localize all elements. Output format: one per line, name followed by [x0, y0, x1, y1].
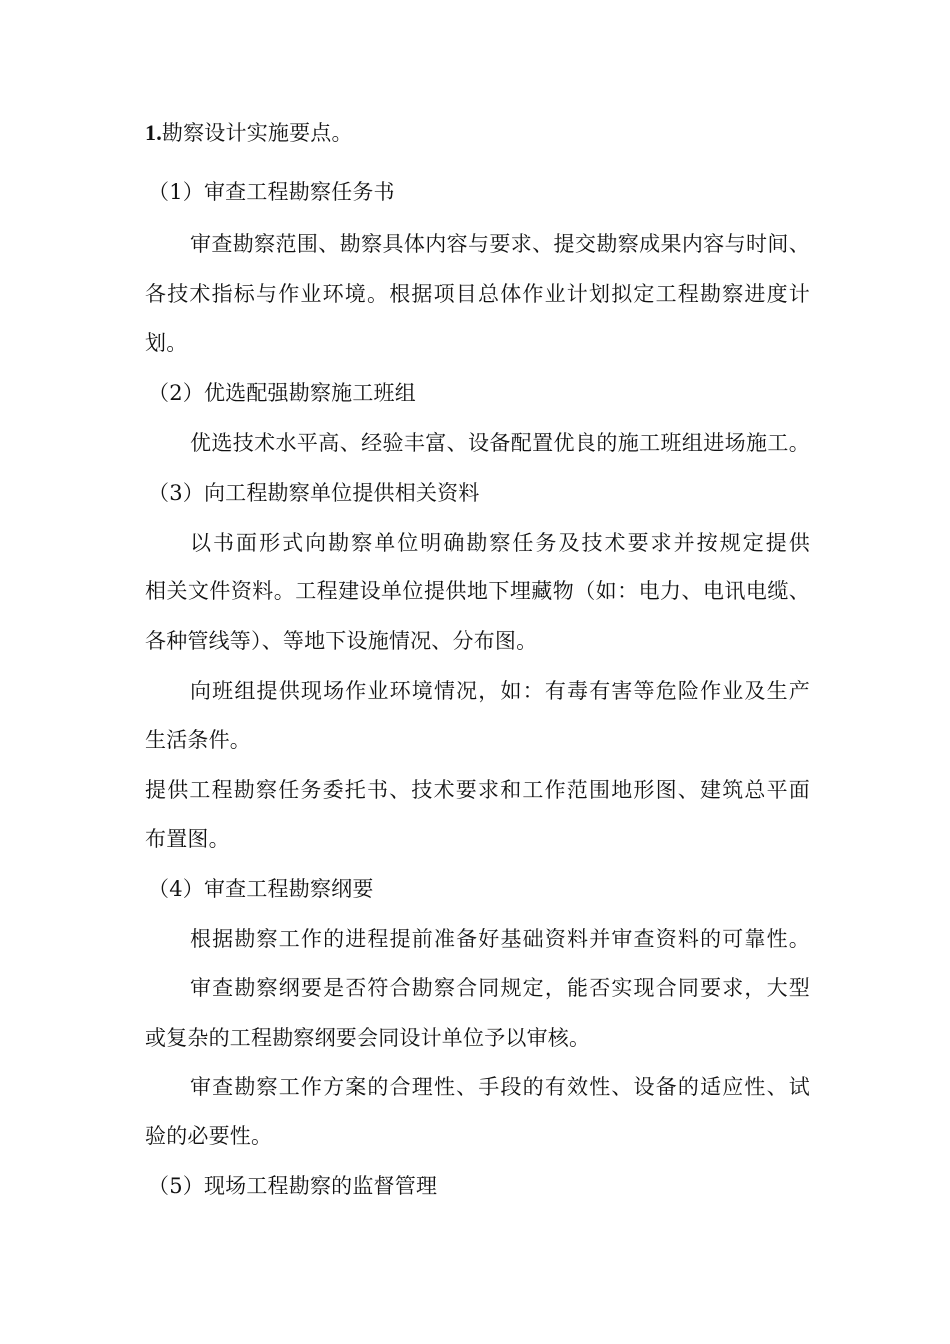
subheading-4: （4）审查工程勘察纲要 [148, 877, 374, 901]
paragraph-line: 优选技术水平高、经验丰富、设备配置优良的施工班组进场施工。 [190, 431, 810, 455]
paragraph-line: 生活条件。 [145, 728, 251, 752]
paragraph-line: 审查勘察纲要是否符合勘察合同规定，能否实现合同要求，大型 [190, 976, 810, 1000]
paragraph-line: 各种管线等）、等地下设施情况、分布图。 [145, 629, 538, 653]
paragraph-line: 审查勘察工作方案的合理性、手段的有效性、设备的适应性、试 [190, 1075, 810, 1099]
paragraph-line: 各技术指标与作业环境。根据项目总体作业计划拟定工程勘察进度计 [145, 282, 810, 306]
subheading-1: （1）审查工程勘察任务书 [148, 180, 395, 204]
paragraph-line: 相关文件资料。工程建设单位提供地下埋藏物（如：电力、电讯电缆、 [145, 579, 810, 603]
paragraph-line: 提供工程勘察任务委托书、技术要求和工作范围地形图、建筑总平面 [145, 778, 810, 802]
paragraph-line: 或复杂的工程勘察纲要会同设计单位予以审核。 [145, 1026, 591, 1050]
section-heading [145, 118, 810, 148]
paragraph-line: 向班组提供现场作业环境情况，如：有毒有害等危险作业及生产 [190, 679, 810, 703]
heading-text: 勘察设计实施要点。 [161, 121, 353, 145]
subheading-2: （2）优选配强勘察施工班组 [148, 381, 416, 405]
paragraph-line: 根据勘察工作的进程提前准备好基础资料并审查资料的可靠性。 [190, 927, 810, 951]
subheading-3: （3）向工程勘察单位提供相关资料 [148, 481, 480, 505]
paragraph-line: 布置图。 [145, 827, 230, 851]
paragraph-line: 以书面形式向勘察单位明确勘察任务及技术要求并按规定提供 [190, 531, 810, 555]
paragraph-line: 审查勘察范围、勘察具体内容与要求、提交勘察成果内容与时间、 [190, 232, 810, 256]
heading-number: 1. [145, 120, 162, 145]
subheading-5: （5）现场工程勘察的监督管理 [148, 1174, 438, 1198]
paragraph-line: 验的必要性。 [145, 1124, 273, 1148]
paragraph-line: 划。 [145, 331, 188, 355]
